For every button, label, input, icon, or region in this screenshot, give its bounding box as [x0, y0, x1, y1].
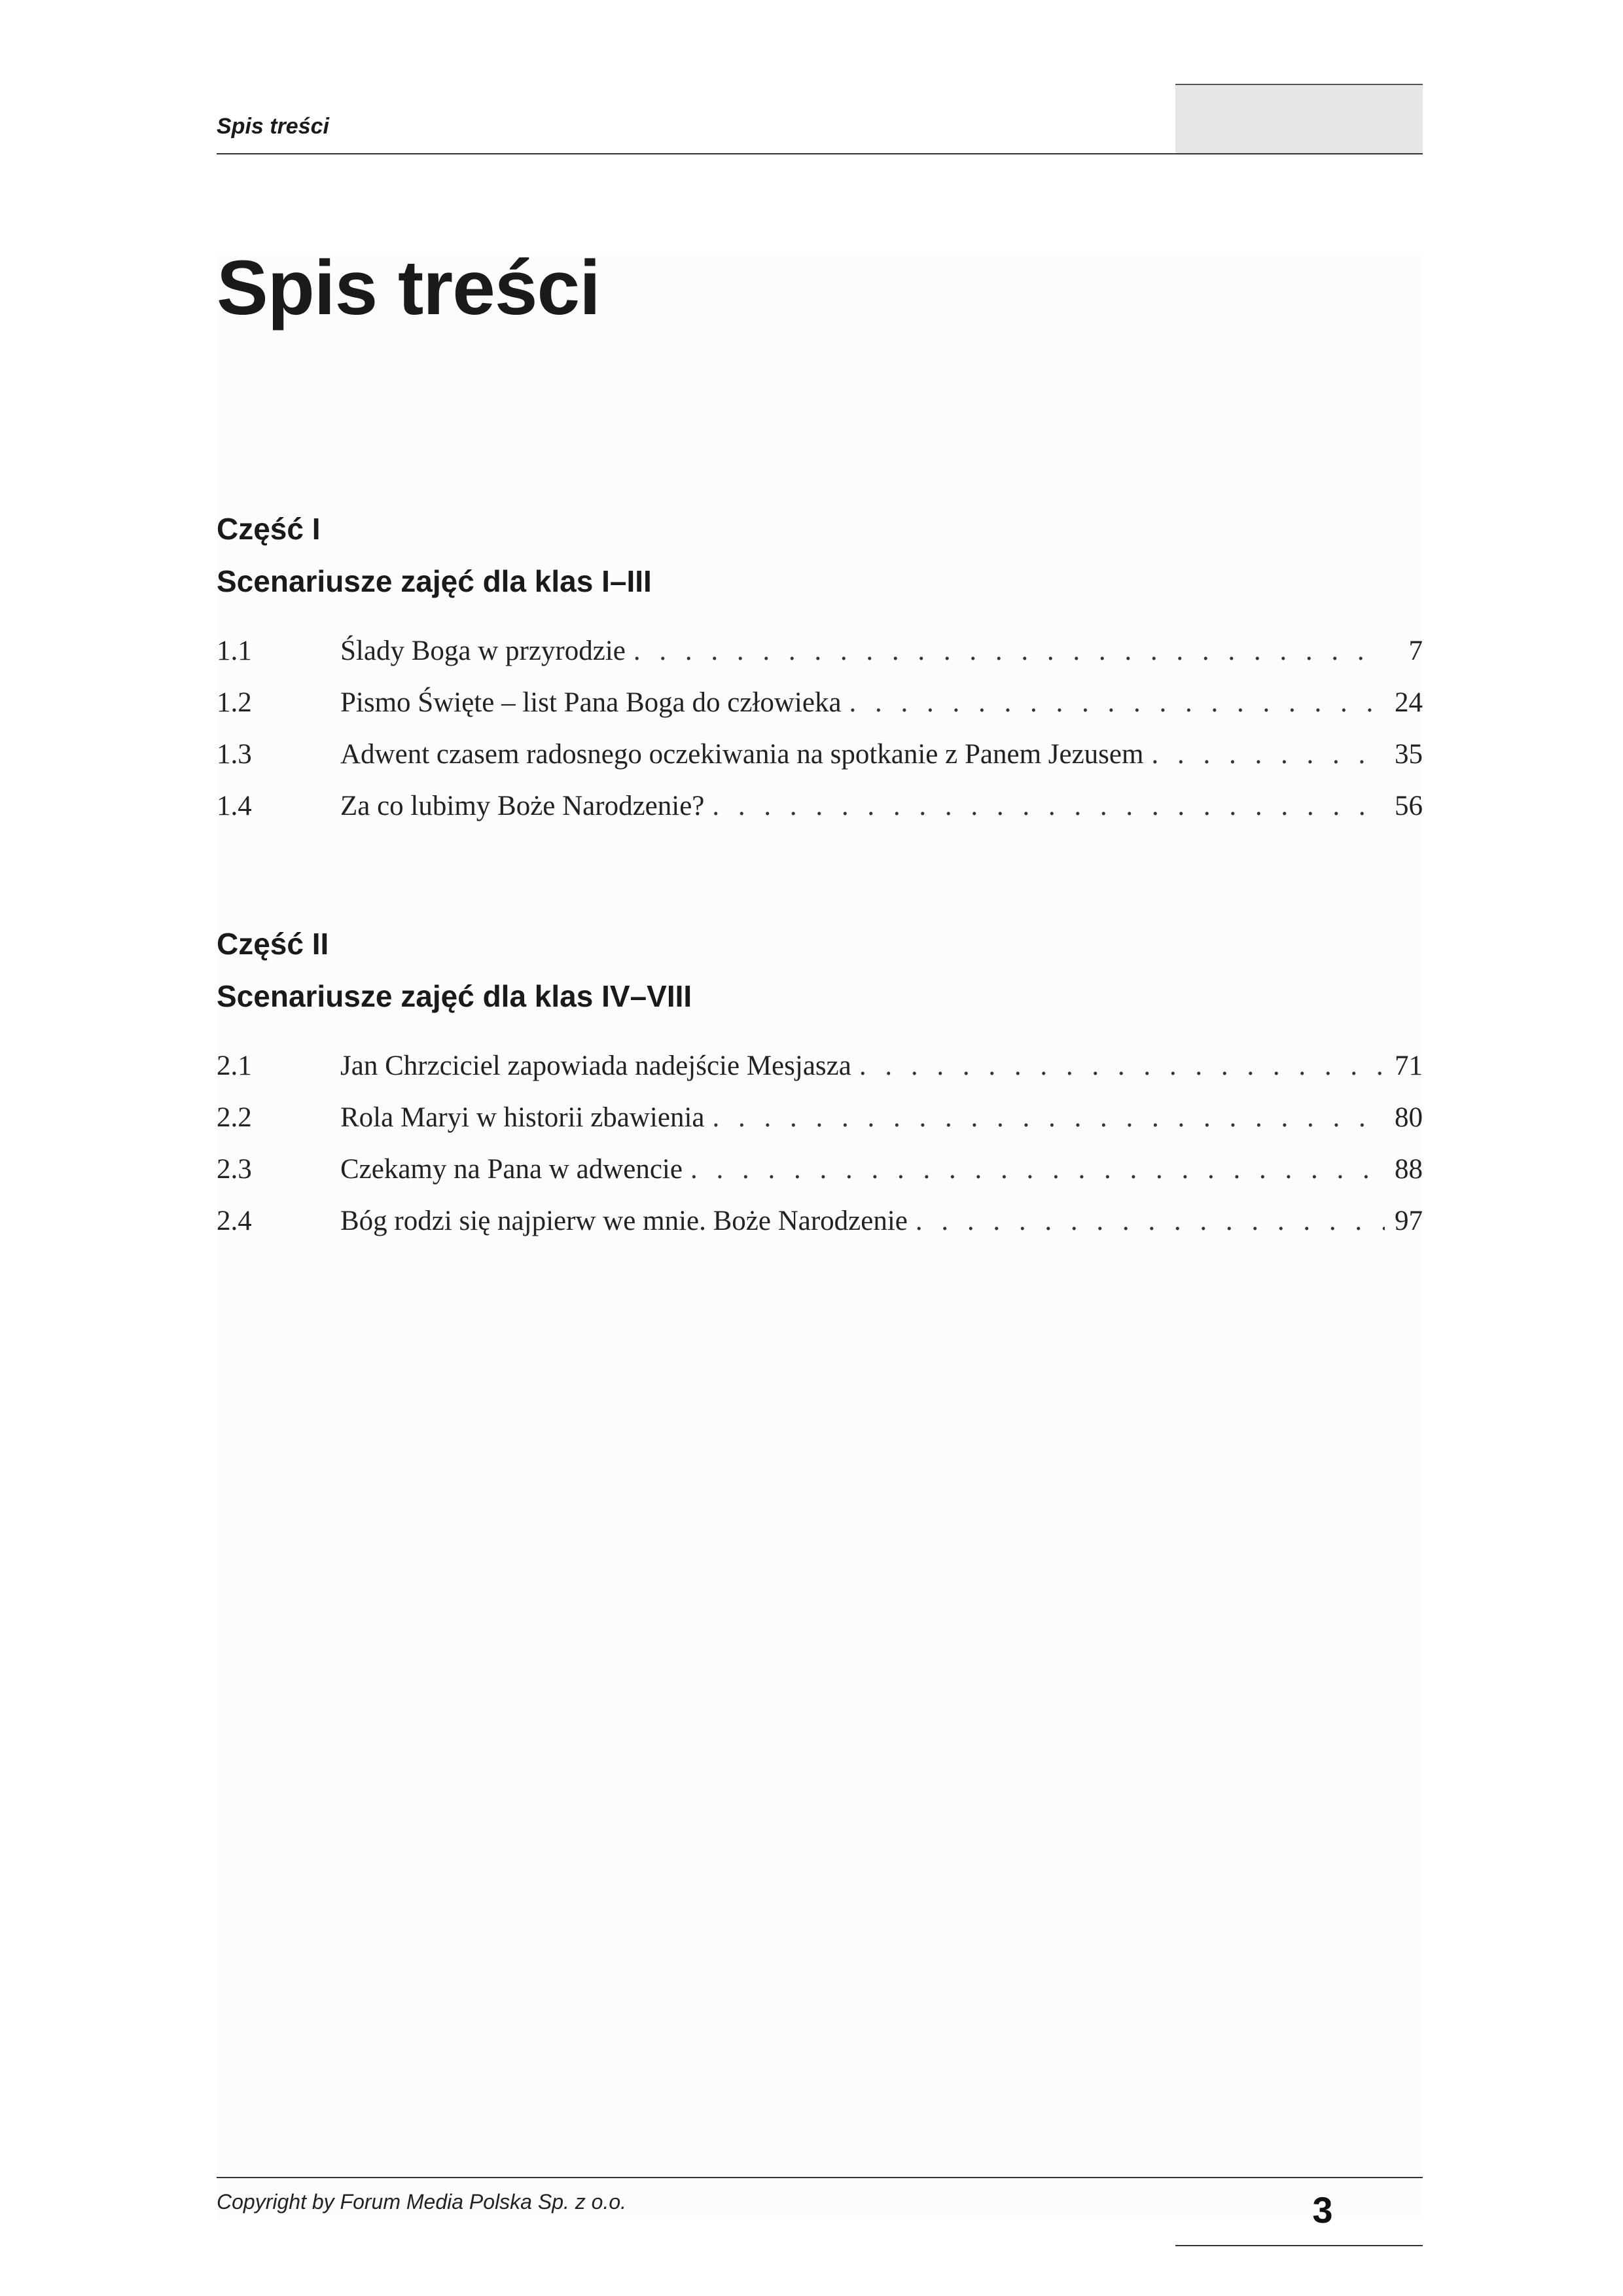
toc-entry-number: 2.4: [217, 1206, 252, 1236]
toc-list: [217, 1050, 1423, 1257]
toc-entry-title: Rola Maryi w historii zbawienia: [340, 1102, 705, 1133]
part-subtitle: Scenariusze zajęć dla klas IV–VIII: [217, 979, 692, 1013]
toc-entry[interactable]: [217, 1205, 1423, 1257]
toc-entry[interactable]: [217, 1050, 1423, 1102]
toc-entry-number: 2.3: [217, 1154, 252, 1185]
toc-list: [217, 635, 1423, 842]
toc-entry-number: 1.1: [217, 636, 252, 666]
page-title: Spis treści: [217, 245, 600, 331]
toc-entry-title: Za co lubimy Boże Narodzenie?: [340, 791, 705, 821]
toc-leader-dots: [849, 687, 1385, 719]
toc-entry[interactable]: [217, 635, 1423, 687]
toc-entry-number: 1.4: [217, 791, 252, 821]
toc-entry-page: 71: [1395, 1050, 1423, 1081]
toc-entry-page: 56: [1395, 791, 1423, 821]
page-footer: [217, 2177, 1423, 2249]
toc-leader-dots: [690, 1153, 1385, 1185]
toc-entry[interactable]: [217, 1153, 1423, 1205]
toc-leader-dots: [859, 1050, 1385, 1082]
toc-leader-dots: [712, 1102, 1385, 1134]
toc-entry[interactable]: [217, 1102, 1423, 1153]
footer-rule: [217, 2177, 1423, 2178]
toc-entry-title: Ślady Boga w przyrodzie: [340, 636, 626, 666]
toc-leader-dots: [633, 635, 1385, 667]
toc-leader-dots: [916, 1205, 1385, 1237]
toc-entry-page: 88: [1395, 1154, 1423, 1185]
page-number: 3: [1312, 2189, 1333, 2231]
copyright-notice: Copyright by Forum Media Polska Sp. z o.o.: [217, 2190, 627, 2214]
header-rule: [217, 153, 1423, 154]
header-tab: [1175, 84, 1423, 153]
toc-entry-number: 2.2: [217, 1102, 252, 1133]
part-2: [217, 918, 1423, 1257]
toc-entry-number: 1.2: [217, 687, 252, 718]
toc-entry-title: Adwent czasem radosnego oczekiwania na spotkanie z Panem Jezusem: [340, 739, 1144, 770]
toc-entry-title: Bóg rodzi się najpierw we mnie. Boże Narodzenie: [340, 1206, 908, 1236]
running-header: [217, 84, 1423, 154]
toc-entry-title: Pismo Święte – list Pana Boga do człowieka: [340, 687, 842, 718]
toc-entry-page: 97: [1395, 1206, 1423, 1236]
part-label: Część II: [217, 927, 329, 961]
toc-entry-number: 2.1: [217, 1050, 252, 1081]
toc-entry-page: 35: [1395, 739, 1423, 770]
toc-entry-page: 24: [1395, 687, 1423, 718]
page-number-underline: [1175, 2245, 1423, 2246]
toc-entry-number: 1.3: [217, 739, 252, 770]
toc-entry[interactable]: [217, 790, 1423, 842]
toc-leader-dots: [1151, 738, 1385, 770]
toc-entry-page: 80: [1395, 1102, 1423, 1133]
toc-entry-title: Czekamy na Pana w adwencie: [340, 1154, 683, 1185]
part-subtitle: Scenariusze zajęć dla klas I–III: [217, 564, 652, 598]
part-1: [217, 503, 1423, 842]
toc-leader-dots: [712, 790, 1385, 822]
toc-entry-title: Jan Chrzciciel zapowiada nadejście Mesjasza: [340, 1050, 851, 1081]
toc-entry-page: 7: [1408, 636, 1423, 666]
running-title: Spis treści: [217, 114, 329, 139]
part-label: Część I: [217, 512, 321, 546]
toc-entry[interactable]: [217, 687, 1423, 738]
toc-entry[interactable]: [217, 738, 1423, 790]
